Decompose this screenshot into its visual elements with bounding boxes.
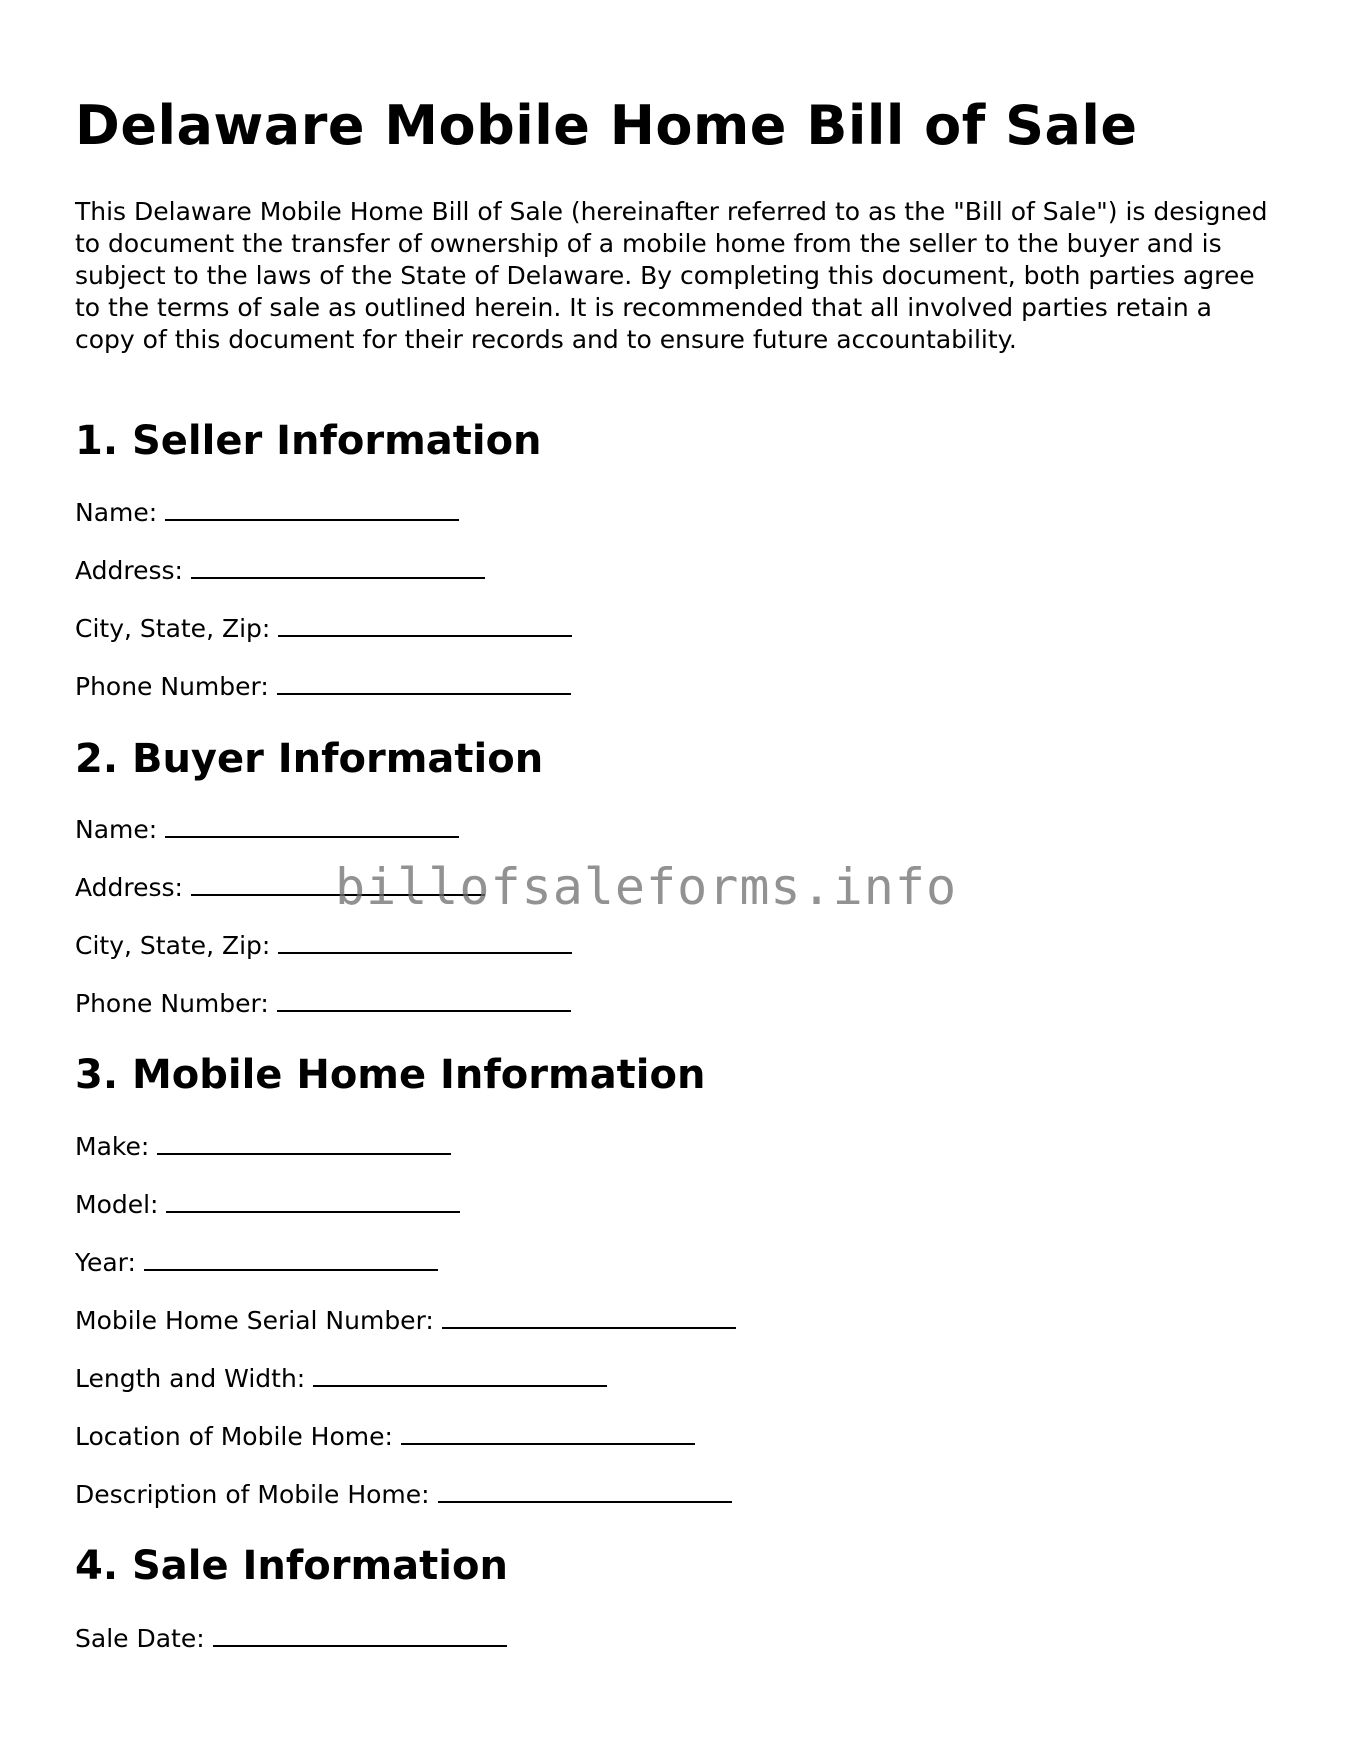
sale-section-heading: 4. Sale Information	[75, 1543, 508, 1589]
sale-date-label: Sale Date:	[75, 1624, 205, 1653]
model-blank[interactable]	[166, 1189, 460, 1213]
year-field	[75, 1247, 438, 1278]
description-blank[interactable]	[438, 1479, 732, 1503]
seller-address-label: Address:	[75, 556, 183, 585]
seller-section-heading: 1. Seller Information	[75, 418, 542, 464]
buyer-phone-blank[interactable]	[277, 988, 571, 1012]
buyer-city-field	[75, 930, 572, 961]
model-label: Model:	[75, 1190, 159, 1219]
year-label: Year:	[75, 1248, 136, 1277]
serial-number-field	[75, 1305, 736, 1336]
seller-address-field	[75, 555, 485, 586]
serial-number-label: Mobile Home Serial Number:	[75, 1306, 434, 1335]
model-field	[75, 1189, 460, 1220]
watermark-text: billofsaleforms.info	[335, 858, 958, 916]
document-title: Delaware Mobile Home Bill of Sale	[75, 94, 1138, 157]
seller-name-blank[interactable]	[165, 497, 459, 521]
seller-city-field	[75, 613, 572, 644]
seller-name-field	[75, 497, 459, 528]
sale-date-field	[75, 1623, 507, 1654]
mobile-home-section-heading: 3. Mobile Home Information	[75, 1052, 706, 1098]
description-label: Description of Mobile Home:	[75, 1480, 430, 1509]
buyer-name-label: Name:	[75, 815, 158, 844]
buyer-city-blank[interactable]	[278, 930, 572, 954]
location-label: Location of Mobile Home:	[75, 1422, 393, 1451]
intro-paragraph: This Delaware Mobile Home Bill of Sale (hereinafter referred to as the "Bill of Sale") is designed to document the transfer of ownership of a mobile home from the seller to the buyer and is subject to the laws of the State of Delaware. By completing this document, both parties agree to the terms of sale as outlined herein. It is recommended that all involved parties retain a copy of this document for their records and to ensure future accountability.	[75, 197, 1268, 354]
seller-phone-label: Phone Number:	[75, 672, 269, 701]
buyer-phone-label: Phone Number:	[75, 989, 269, 1018]
year-blank[interactable]	[144, 1247, 438, 1271]
seller-phone-field	[75, 671, 571, 702]
buyer-phone-field	[75, 988, 571, 1019]
sale-date-blank[interactable]	[213, 1623, 507, 1647]
seller-address-blank[interactable]	[191, 555, 485, 579]
make-field	[75, 1131, 451, 1162]
buyer-name-field	[75, 814, 459, 845]
buyer-city-label: City, State, Zip:	[75, 931, 271, 960]
location-field	[75, 1421, 695, 1452]
buyer-address-label: Address:	[75, 873, 183, 902]
dimensions-blank[interactable]	[313, 1363, 607, 1387]
make-blank[interactable]	[157, 1131, 451, 1155]
buyer-section-heading: 2. Buyer Information	[75, 736, 544, 782]
buyer-name-blank[interactable]	[165, 814, 459, 838]
dimensions-field	[75, 1363, 607, 1394]
make-label: Make:	[75, 1132, 150, 1161]
description-field	[75, 1479, 732, 1510]
serial-number-blank[interactable]	[442, 1305, 736, 1329]
seller-city-label: City, State, Zip:	[75, 614, 271, 643]
location-blank[interactable]	[401, 1421, 695, 1445]
seller-name-label: Name:	[75, 498, 158, 527]
seller-phone-blank[interactable]	[277, 671, 571, 695]
seller-city-blank[interactable]	[278, 613, 572, 637]
dimensions-label: Length and Width:	[75, 1364, 306, 1393]
